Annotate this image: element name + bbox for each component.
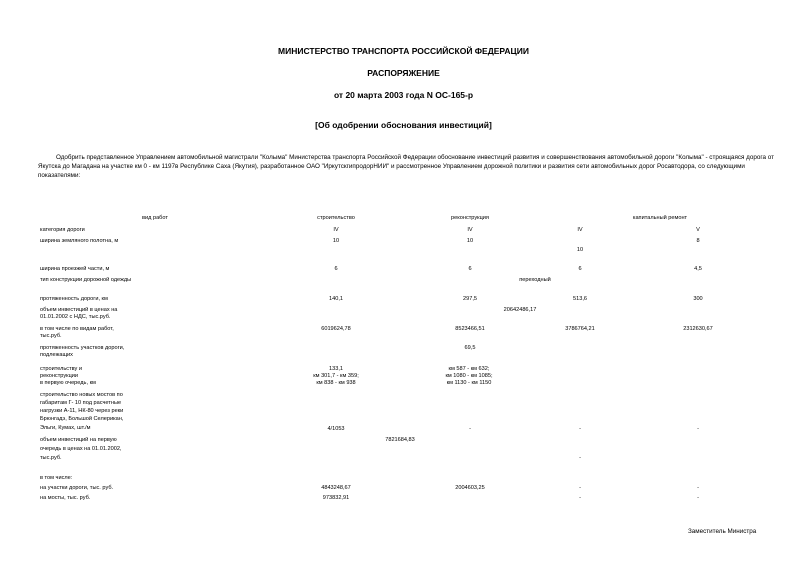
body-paragraph: Одобрить представленное Управлением автомобильной магистрали "Колыма" Министерства транспорта Российской Федерации обоснование инвестиций развития и совершенствования автомобильной дороги "Колыма" - строящаяся дорога от Якутска до Магадана на участке км 0 - км 1197в Республике Саха (Якутия), разработанное ОАО "ИркутскгипродорНИИ" и рассмотренное Управлением дорожной политики и развития сети автомобильных дорог Росавтодора, со следующими показателями: xyxy=(38,154,774,179)
cell: - xyxy=(579,485,581,491)
cell: км 587 - км 632; xyxy=(448,366,490,372)
row-label-first-stage: строительству и xyxy=(40,366,82,372)
col-header-construction: строительство xyxy=(317,215,355,221)
cell: 4,5 xyxy=(694,266,702,272)
cell: 6 xyxy=(334,266,338,272)
document-type: РАСПОРЯЖЕНИЕ xyxy=(367,68,440,78)
row-label-carriageway: ширина проезжей части, м xyxy=(40,266,110,272)
cell: 4843248,67 xyxy=(321,485,351,491)
cell: IV xyxy=(577,227,583,233)
row-label-by-type-2: тыс.руб. xyxy=(40,333,62,339)
cell: 2312630,67 xyxy=(683,326,713,332)
row-label-invest-2: 01.01.2002 с НДС, тыс.руб. xyxy=(40,314,111,320)
cell: 6019624,78 xyxy=(321,326,351,332)
row-label-first-stage-2: реконструкции xyxy=(40,373,79,379)
cell: 10 xyxy=(332,238,340,244)
row-label-invest: объем инвестиций в ценах на xyxy=(40,307,118,313)
row-label-category: категория дороги xyxy=(40,227,85,233)
row-label-roads: на участки дороги, тыс. руб. xyxy=(40,485,114,491)
row-label-including: в том числе: xyxy=(40,475,73,481)
row-label-by-type: в том числе по видам работ, xyxy=(40,326,114,332)
cell: 140,1 xyxy=(329,296,343,302)
cell: км 1130 - км 1150 xyxy=(446,380,492,386)
row-label-bridges-5: Эльги, Кумах, шт./м xyxy=(40,425,91,431)
row-label-bridges-4: Брюнгадэ, Большой Селерикан, xyxy=(40,416,124,422)
cell: км 1080 - км 1085; xyxy=(445,373,493,379)
cell: 513,6 xyxy=(573,296,587,302)
cell: - xyxy=(579,455,581,461)
cell: 8 xyxy=(696,238,700,244)
cell: переходный xyxy=(519,277,551,283)
cell: 6 xyxy=(578,266,582,272)
row-label-first-invest: объем инвестиций на первую xyxy=(40,437,117,443)
row-label-first-invest-3: тыс.руб. xyxy=(40,455,62,461)
cell: 7821684,83 xyxy=(385,437,415,443)
cell: 6 xyxy=(468,266,472,272)
cell: 3786764,21 xyxy=(565,326,595,332)
signature-title: Заместитель Министра xyxy=(688,528,757,535)
document-subject: [Об одобрении обоснования инвестиций] xyxy=(315,120,492,130)
row-label-roadbed: ширина земляного полотна, м xyxy=(40,238,119,244)
col-header-work-type: вид работ xyxy=(142,215,168,221)
cell: 973832,91 xyxy=(322,495,350,501)
row-label-sections: протяженность участков дороги, xyxy=(40,345,125,351)
cell: IV xyxy=(333,227,339,233)
cell: - xyxy=(697,495,699,501)
cell: - xyxy=(579,495,581,501)
document-date-number: от 20 марта 2003 года N ОС-165-р xyxy=(333,90,474,100)
cell: 300 xyxy=(693,296,703,302)
cell: 20642486,17 xyxy=(503,307,537,313)
col-header-reconstruction: реконструкция xyxy=(451,215,489,221)
cell: 8523466,51 xyxy=(455,326,485,332)
cell: км 838 - км 938 xyxy=(316,380,356,386)
row-label-bridges-cost: на мосты, тыс. руб. xyxy=(40,495,91,501)
ministry-title: МИНИСТЕРСТВО ТРАНСПОРТА РОССИЙСКОЙ ФЕДЕРАЦИИ xyxy=(278,46,529,56)
cell: - xyxy=(469,426,471,432)
cell: 297,5 xyxy=(463,296,477,302)
cell: 69,5 xyxy=(464,345,476,351)
cell: - xyxy=(697,485,699,491)
cell: 10 xyxy=(466,238,474,244)
cell: 10 xyxy=(576,247,584,253)
cell: км 301,7 - км 359; xyxy=(313,373,359,379)
cell: - xyxy=(579,426,581,432)
cell: - xyxy=(697,426,699,432)
cell: V xyxy=(696,227,700,233)
row-label-first-invest-2: очередь в ценах на 01.01.2002, xyxy=(40,446,122,452)
cell: 2004603,25 xyxy=(455,485,485,491)
col-header-overhaul: капитальный ремонт xyxy=(632,215,688,221)
cell: 133,1 xyxy=(329,366,343,372)
cell: IV xyxy=(467,227,473,233)
row-label-length: протяженность дороги, км xyxy=(40,296,108,302)
row-label-bridges-2: габаритам Г- 10 под расчетные xyxy=(40,400,122,406)
row-label-bridges-3: нагрузки А-11, НК-80 через реки xyxy=(40,408,124,414)
cell: 4/1053 xyxy=(327,426,345,432)
row-label-bridges: строительство новых мостов по xyxy=(40,392,123,398)
row-label-surface: тип конструкции дорожной одежды xyxy=(40,277,132,283)
row-label-first-stage-3: в первую очередь, км xyxy=(40,380,96,386)
row-label-sections-2: подлежащих xyxy=(40,352,73,358)
